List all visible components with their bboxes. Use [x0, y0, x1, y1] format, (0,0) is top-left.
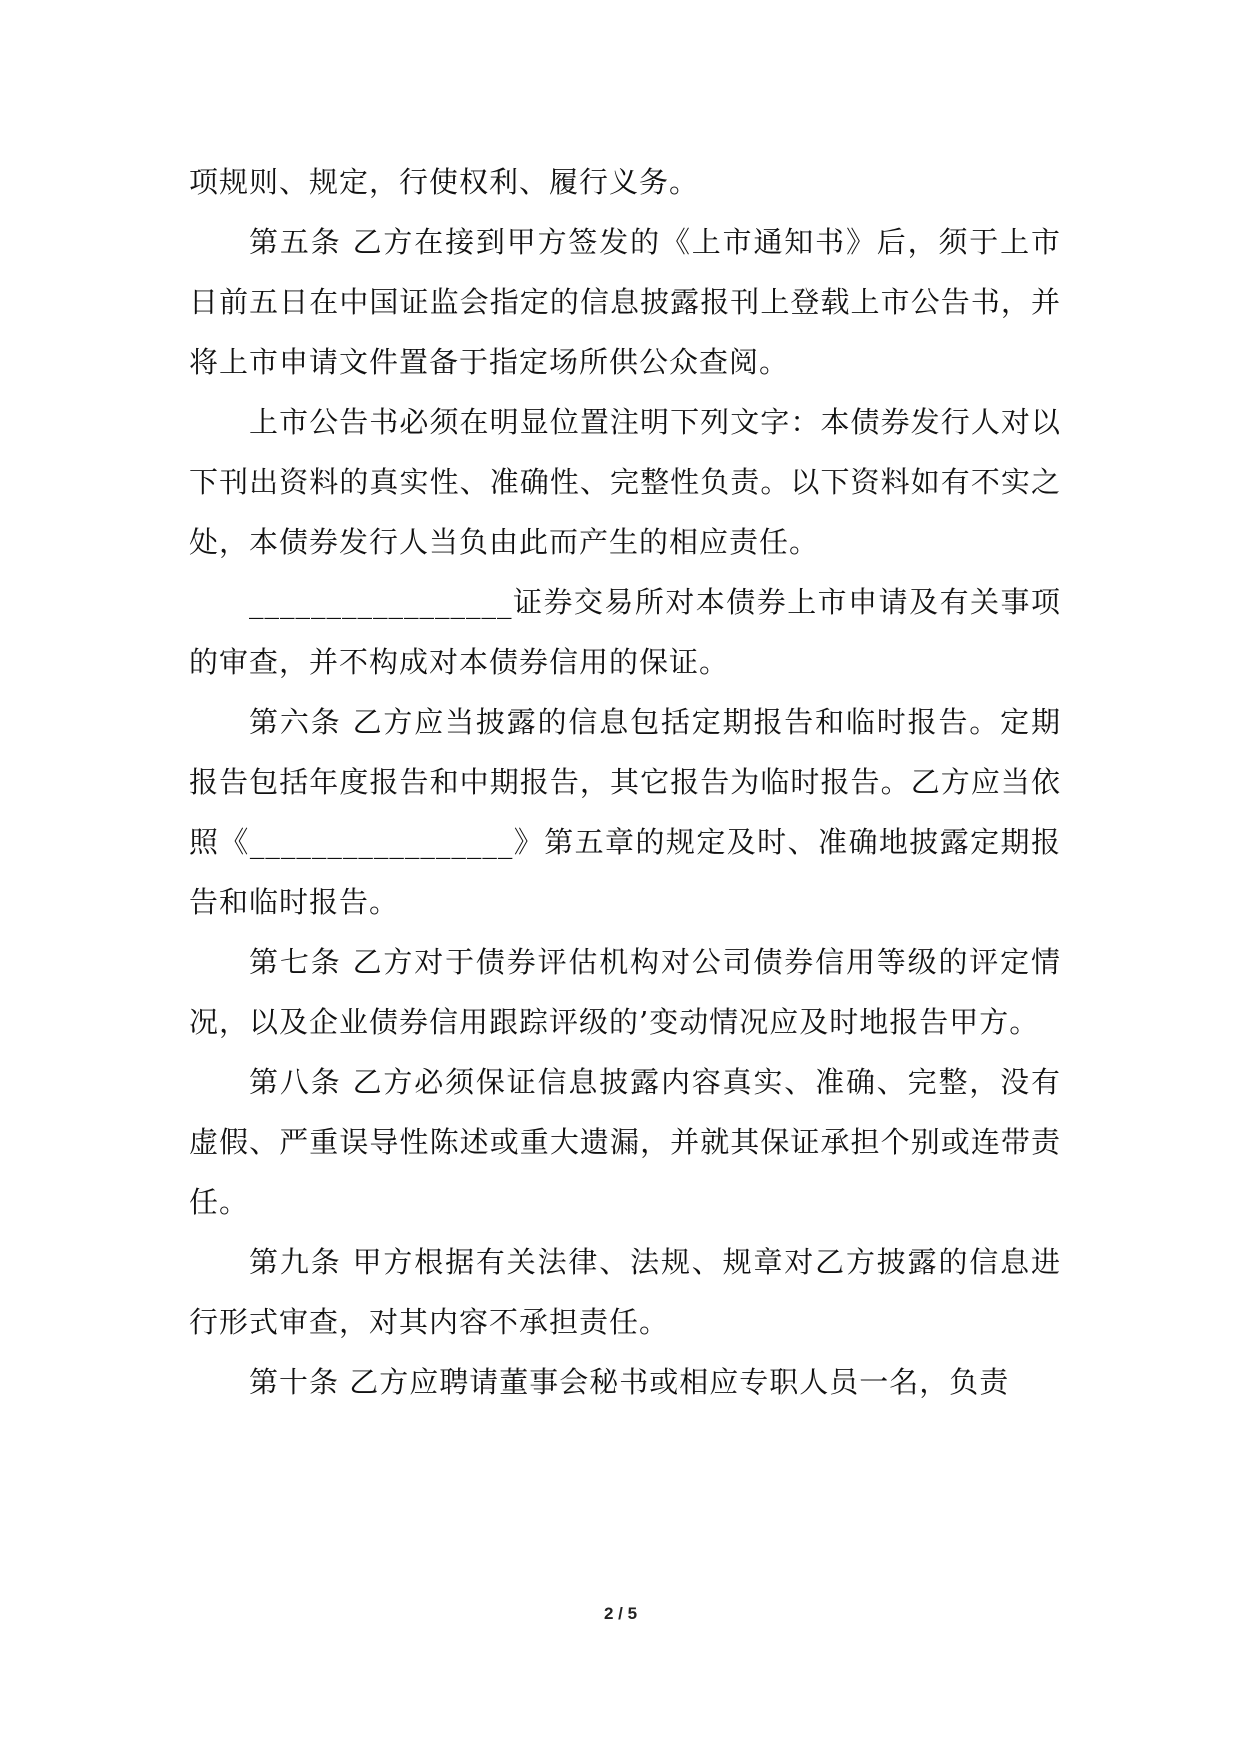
paragraph-article-8: 第八条 乙方必须保证信息披露内容真实、准确、完整，没有虚假、严重误导性陈述或重大遗漏，并就其保证承担个别或连带责任。 — [189, 1065, 1061, 1219]
paragraph-article-10: 第十条 乙方应聘请董事会秘书或相应专职人员一名，负责 — [249, 1365, 1010, 1399]
paragraph-announcement-statement: 上市公告书必须在明显位置注明下列文字：本债券发行人对以下刊出资料的真实性、准确性、完整性负责。以下资料如有不实之处，本债券发行人当负由此而产生的相应责任。 — [189, 405, 1061, 559]
page-number: 2 / 5 — [603, 1604, 638, 1623]
paragraph-article-9: 第九条 甲方根据有关法律、法规、规章对乙方披露的信息进行形式审查，对其内容不承担责任。 — [189, 1245, 1061, 1339]
document-body — [189, 152, 1061, 1412]
paragraph-article-7: 第七条 乙方对于债券评估机构对公司债券信用等级的评定情况，以及企业债券信用跟踪评级的’变动情况应及时地报告甲方。 — [189, 945, 1061, 1039]
paragraph-article-6: 第六条 乙方应当披露的信息包括定期报告和临时报告。定期报告包括年度报告和中期报告，其它报告为临时报告。乙方应当依照《_________________》第五章的规定及时、准确地披露定期报告和临时报告。 — [189, 705, 1061, 919]
paragraph-exchange-disclaimer: _________________证券交易所对本债券上市申请及有关事项的审查，并不构成对本债券信用的保证。 — [189, 585, 1061, 679]
paragraph-continuation: 项规则、规定，行使权利、履行义务。 — [189, 165, 700, 199]
paragraph-article-5: 第五条 乙方在接到甲方签发的《上市通知书》后，须于上市日前五日在中国证监会指定的信息披露报刊上登载上市公告书，并将上市申请文件置备于指定场所供公众查阅。 — [189, 225, 1061, 379]
